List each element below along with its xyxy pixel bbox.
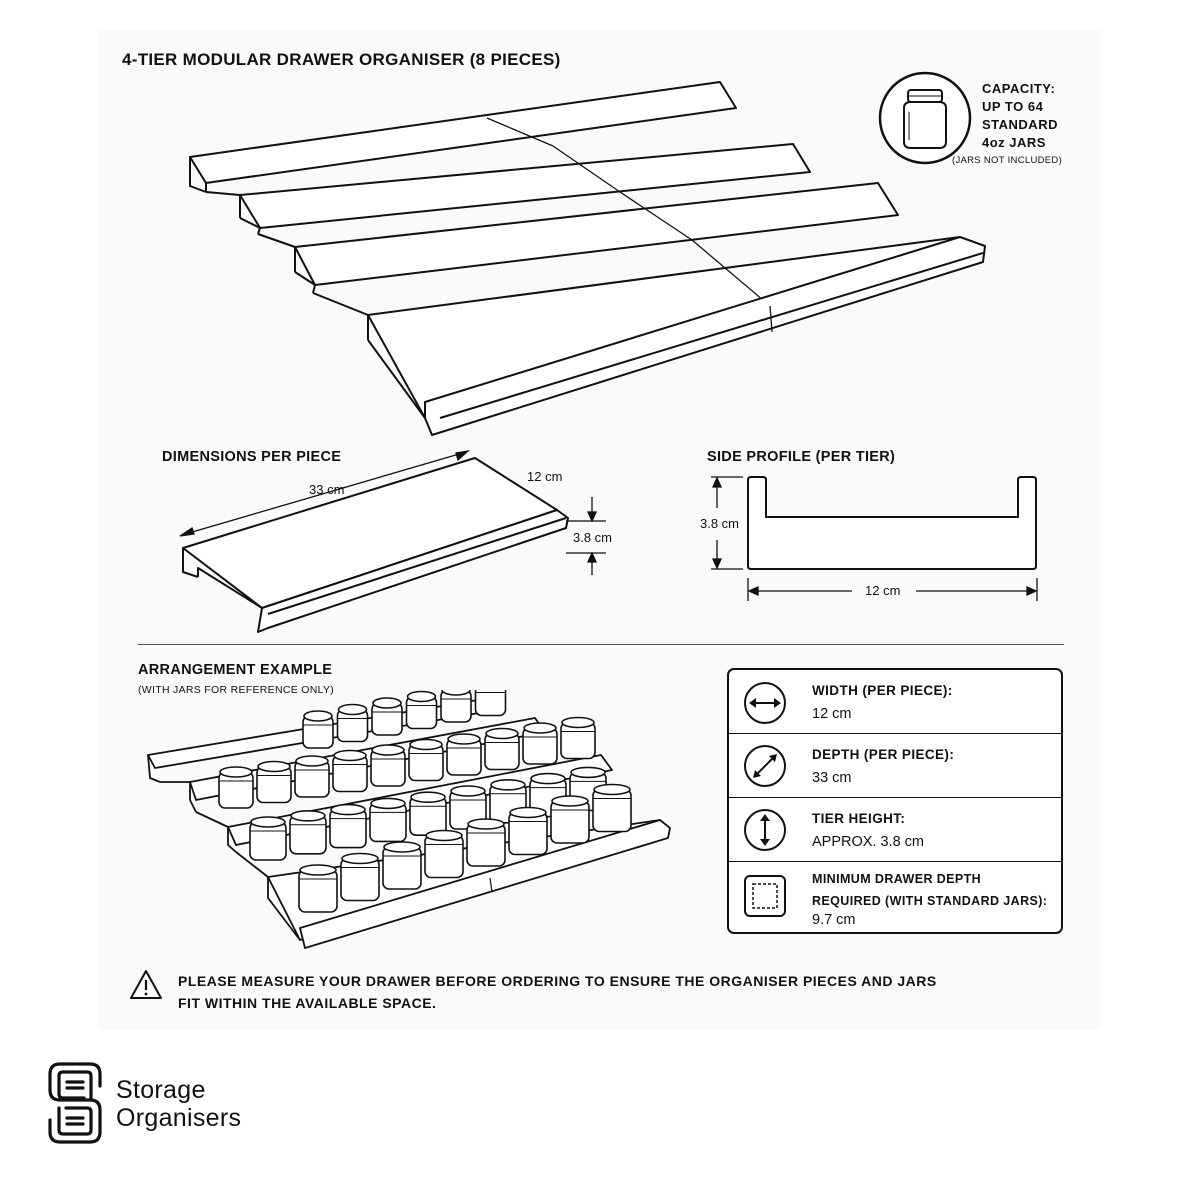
jar [333, 751, 367, 792]
spec-row-drawer-depth [729, 862, 1061, 934]
spec-label: WIDTH (PER PIECE): [812, 683, 953, 698]
jar [441, 690, 471, 722]
width-label: 12 cm [527, 469, 563, 484]
spec-row-tier-height [729, 798, 1061, 862]
jar [372, 698, 402, 735]
profile-width-label: 12 cm [865, 583, 901, 598]
jar [593, 785, 631, 832]
spec-value: APPROX. 3.8 cm [812, 834, 925, 850]
diagonal-arrow-icon [743, 744, 787, 788]
jar [250, 817, 286, 860]
jar [299, 865, 337, 912]
jar [551, 796, 589, 843]
warning-line: FIT WITHIN THE AVAILABLE SPACE. [178, 995, 437, 1011]
warning-icon [128, 968, 164, 1002]
warning-text [178, 970, 937, 1014]
jar [371, 745, 405, 786]
jar [303, 711, 333, 748]
spec-label: MINIMUM DRAWER DEPTH [812, 872, 982, 886]
spec-value: 33 cm [812, 770, 852, 786]
arrangement-heading: ARRANGEMENT EXAMPLE [138, 662, 333, 678]
jar [219, 767, 253, 808]
storage-organisers-logo-icon [46, 1060, 104, 1146]
spec-label: DEPTH (PER PIECE): [812, 747, 955, 762]
brand-name [116, 1076, 241, 1132]
brand-line: Organisers [116, 1104, 242, 1132]
jar [383, 842, 421, 889]
side-profile-heading: SIDE PROFILE (PER TIER) [707, 449, 896, 465]
arrangement-subheading: (WITH JARS FOR REFERENCE ONLY) [138, 684, 335, 696]
jar [257, 762, 291, 803]
spec-value: 12 cm [812, 706, 852, 722]
vertical-arrow-icon [743, 808, 787, 852]
spec-label: REQUIRED (WITH STANDARD JARS): [812, 894, 1048, 908]
organiser-main-illustration [180, 80, 990, 440]
dimensions-heading: DIMENSIONS PER PIECE [162, 449, 342, 465]
jar [523, 723, 557, 764]
capacity-line: CAPACITY: [982, 81, 1056, 96]
capacity-line: UP TO 64 [982, 99, 1044, 114]
jar [425, 831, 463, 878]
arrangement-illustration [140, 690, 680, 960]
jar [447, 734, 481, 775]
jar [341, 854, 379, 901]
jar [330, 805, 366, 848]
spec-value: 9.7 cm [812, 912, 856, 928]
jar [338, 705, 368, 742]
spec-row-depth [729, 734, 1061, 798]
horizontal-arrow-icon [743, 681, 787, 725]
capacity-line: 4oz JARS [982, 135, 1046, 150]
spec-row-width [729, 670, 1061, 734]
warning-line: PLEASE MEASURE YOUR DRAWER BEFORE ORDERING TO ENSURE THE ORGANISER PIECES AND JARS [178, 973, 937, 989]
capacity-line: STANDARD [982, 117, 1058, 132]
jar [407, 692, 437, 729]
section-divider [138, 644, 1064, 645]
jar [370, 798, 406, 841]
length-label: 33 cm [309, 482, 345, 497]
profile-height-label: 3.8 cm [700, 516, 740, 531]
capacity-note: (JARS NOT INCLUDED) [952, 155, 1063, 166]
height-label: 3.8 cm [573, 530, 613, 545]
jar [409, 740, 443, 781]
jar [485, 729, 519, 770]
brand-line: Storage [116, 1076, 206, 1104]
jar [509, 808, 547, 855]
jar [410, 792, 446, 835]
spec-label: TIER HEIGHT: [812, 811, 906, 826]
jar [467, 819, 505, 866]
jar [476, 690, 506, 716]
jar [290, 811, 326, 854]
drawer-depth-icon [743, 874, 787, 918]
spec-table [727, 668, 1063, 934]
capacity-text [982, 80, 1058, 152]
jar [295, 756, 329, 797]
page-title: 4-TIER MODULAR DRAWER ORGANISER (8 PIECES) [122, 50, 561, 69]
jar [561, 718, 595, 759]
jar-icon [877, 70, 973, 166]
